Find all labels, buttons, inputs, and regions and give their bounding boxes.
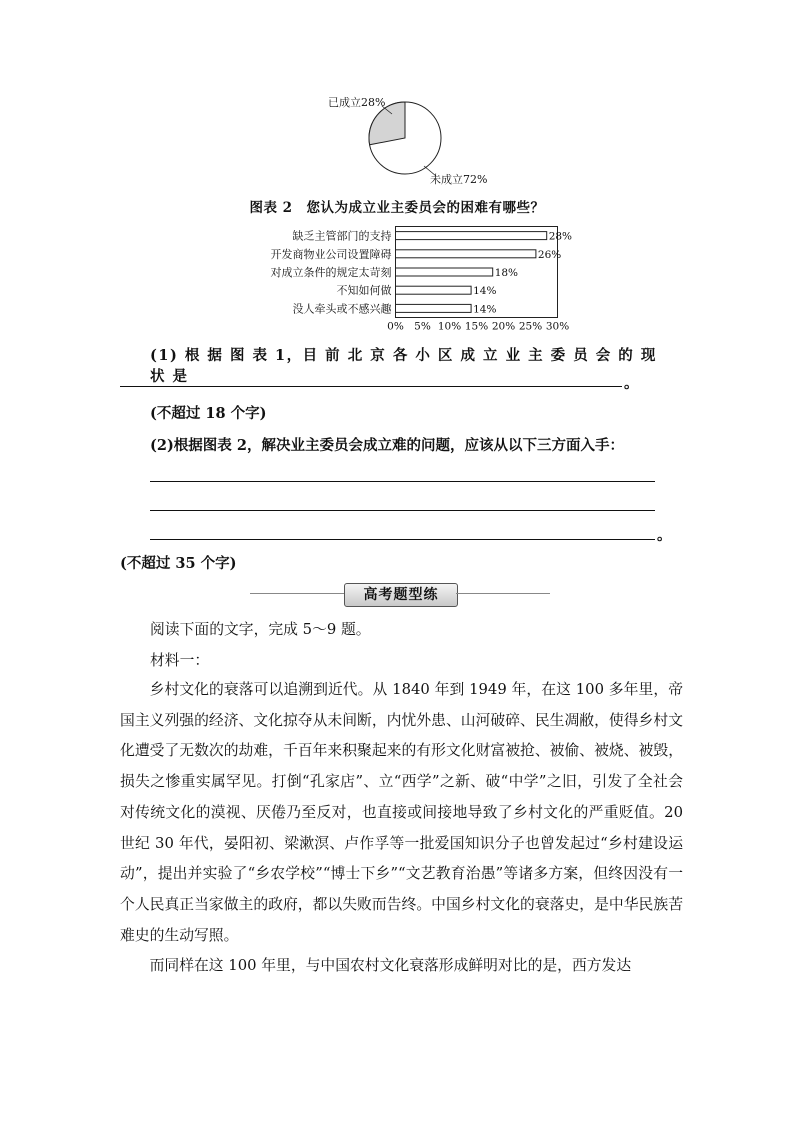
pie-chart [300,90,520,190]
bar-value-label: 14% [473,285,497,298]
passage [120,675,683,982]
instruction: 阅读下面的文字，完成 5～9 题。 [150,621,371,638]
x-tick-label: 10% [437,320,462,332]
bar [396,286,472,294]
question-1 [150,344,670,386]
chart2-caption: 图表 2 您认为成立业主委员会的困难有哪些？ [249,200,545,216]
bar-category-label: 不知如何做 [336,284,392,298]
question-1-text: (1) 根 据 图 表 1，目 前 北 京 各 小 区 成 立 业 主 委 员 会 的 现 状 是 [150,347,657,385]
bar-value-label: 18% [494,267,519,279]
bar-value-label: 26% [537,248,562,261]
bar-value-label: 14% [473,303,497,316]
x-tick-label: 25% [518,320,543,332]
x-tick-label: 5% [414,320,431,332]
x-tick-label: 30% [545,320,570,332]
bar-category-label: 对成立条件的规定太苛刻 [270,266,392,279]
pie-label-established: 已成立28% [328,96,386,109]
material-label: 材料一： [150,652,210,669]
bar [396,232,547,240]
bar-value-label: 28% [548,230,573,243]
bar [396,304,472,312]
passage-paragraph-2: 而同样在这 100 年里，与中国农村文化衰落形成鲜明对比的是，西方发达 [149,957,632,975]
banner-label: 高考题型练 [344,583,458,607]
answer-line-2a[interactable] [150,481,655,482]
x-tick-label: 20% [491,320,516,332]
bar-category-label: 没人牵头或不感兴趣 [292,302,392,316]
bar-category-label: 开发商物业公司设置障碍 [270,247,392,261]
answer-line-2-end: 。 [657,527,672,544]
bar [396,268,493,276]
bar [396,250,536,258]
x-tick-label: 0% [387,320,404,332]
question-2-text: (2)根据图表 2，解决业主委员会成立难的问题，应该从以下三方面入手： [150,437,624,454]
answer-line-2b[interactable] [150,510,655,511]
answer-line-1[interactable] [120,386,622,387]
answer-line-2c[interactable] [150,539,655,540]
banner-rule-left [250,593,344,594]
section-banner [250,583,550,605]
banner-rule-right [456,593,550,594]
bar-chart [240,222,580,332]
bar-category-label: 缺乏主管部门的支持 [292,229,392,243]
x-tick-label: 15% [464,320,489,332]
question-1-limit: (不超过 18 个字) [150,405,267,422]
passage-paragraph-1: 乡村文化的衰落可以追溯到近代。从 1840 年到 1949 年，在这 100 多年里，帝国主义列强的经济、文化掠夺从未间断，内忧外患、山河破碎、民生凋敝，使得乡村文化遭受了无数次的劫难，千百年来积聚起来的有形文化财富被抢、被偷、被烧、被毁，损失之惨重实属罕见。打倒“孔家店”、立“西学”之新、破“中学”之旧，引发了全社会对传统文化的漠视、厌倦乃至反对，也直接或间接地导致了乡村文化的严重贬值。20 世纪 30 年代，晏阳初、梁漱溟、卢作孚等一批爱国知识分子也曾发起过“乡村建设运动”，提出并实验了“乡农学校”“博士下乡”“文艺教育治愚”等诸多方案，但终因没有一个人民真正当家做主的政府，都以失败而告终。中国乡村文化的衰落史，是中华民族苦难史的生动写照。 [120,681,683,944]
question-2-limit: (不超过 35 个字) [120,555,237,572]
pie-label-not-established: 未成立72% [430,173,488,186]
answer-line-1-end: 。 [624,375,639,392]
